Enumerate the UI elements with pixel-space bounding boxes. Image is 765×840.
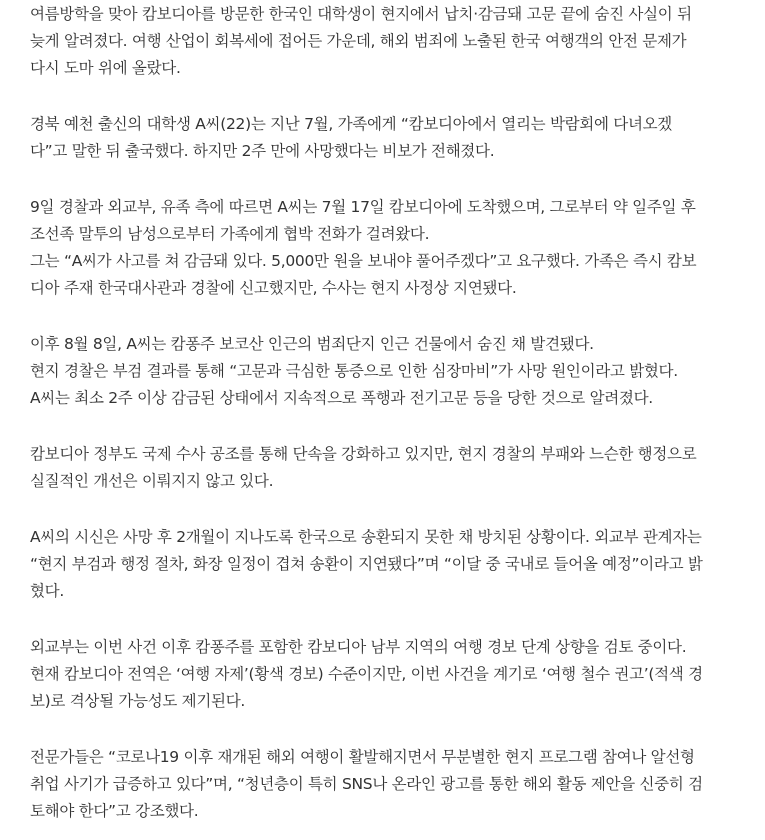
text-line: 현지 경찰은 부검 결과를 통해 “고문과 극심한 통증으로 인한 심장마비”가 사망 원인이라고 밝혔다. bbox=[30, 362, 678, 380]
text-line: “현지 부검과 행정 절차, 화장 일정이 겹쳐 송환이 지연됐다”며 “이달 중 국내로 들어올 예정”이라고 밝 bbox=[30, 555, 703, 573]
paragraph-4 bbox=[30, 331, 735, 412]
text-line: 혔다. bbox=[30, 582, 64, 600]
paragraph-8 bbox=[30, 744, 735, 825]
text-line: 다”고 말한 뒤 출국했다. 하지만 2주 만에 사망했다는 비보가 전해졌다. bbox=[30, 142, 495, 160]
text-line: 디아 주재 한국대사관과 경찰에 신고했지만, 수사는 현지 사정상 지연됐다. bbox=[30, 279, 517, 297]
text-line: A씨는 최소 2주 이상 감금된 상태에서 지속적으로 폭행과 전기고문 등을 당한 것으로 알려졌다. bbox=[30, 389, 653, 407]
text-line: 보)로 격상될 가능성도 제기된다. bbox=[30, 692, 246, 710]
text-line: 이후 8월 8일, A씨는 캄퐁주 보코산 인근의 범죄단지 인근 건물에서 숨진 채 발견됐다. bbox=[30, 335, 594, 353]
text-line: 경북 예천 출신의 대학생 A씨(22)는 지난 7월, 가족에게 “캄보디아에서 열리는 박람회에 다녀오겠 bbox=[30, 115, 672, 133]
text-line: 전문가들은 “코로나19 이후 재개된 해외 여행이 활발해지면서 무분별한 현지 프로그램 참여나 알선형 bbox=[30, 748, 695, 766]
paragraph-5 bbox=[30, 441, 735, 495]
text-line: 외교부는 이번 사건 이후 캄퐁주를 포함한 캄보디아 남부 지역의 여행 경보 단계 상향을 검토 중이다. bbox=[30, 638, 687, 656]
text-line: A씨의 시신은 사망 후 2개월이 지나도록 한국으로 송환되지 못한 채 방치된 상황이다. 외교부 관계자는 bbox=[30, 528, 702, 546]
paragraph-6 bbox=[30, 524, 735, 605]
text-line: 그는 “A씨가 사고를 쳐 감금돼 있다. 5,000만 원을 보내야 풀어주겠다”고 요구했다. 가족은 즉시 캄보 bbox=[30, 252, 697, 270]
text-line: 다시 도마 위에 올랐다. bbox=[30, 59, 181, 77]
article-body bbox=[0, 1, 765, 825]
text-line: 여름방학을 맞아 캄보디아를 방문한 한국인 대학생이 현지에서 납치·감금돼 고문 끝에 숨진 사실이 뒤 bbox=[30, 5, 692, 23]
text-line: 현재 캄보디아 전역은 ‘여행 자제’(황색 경보) 수준이지만, 이번 사건을 계기로 ‘여행 철수 권고’(적색 경 bbox=[30, 665, 703, 683]
text-line: 취업 사기가 급증하고 있다”며, “청년층이 특히 SNS나 온라인 광고를 통한 해외 활동 제안을 신중히 검 bbox=[30, 775, 703, 793]
text-line: 9일 경찰과 외교부, 유족 측에 따르면 A씨는 7월 17일 캄보디아에 도착했으며, 그로부터 약 일주일 후 bbox=[30, 198, 696, 216]
text-line: 토해야 한다”고 강조했다. bbox=[30, 802, 199, 820]
text-line: 실질적인 개선은 이뤄지지 않고 있다. bbox=[30, 472, 274, 490]
paragraph-3 bbox=[30, 194, 735, 302]
paragraph-7 bbox=[30, 634, 735, 715]
paragraph-2 bbox=[30, 111, 735, 165]
text-line: 조선족 말투의 남성으로부터 가족에게 협박 전화가 걸려왔다. bbox=[30, 225, 430, 243]
text-line: 캄보디아 정부도 국제 수사 공조를 통해 단속을 강화하고 있지만, 현지 경찰의 부패와 느슨한 행정으로 bbox=[30, 445, 697, 463]
paragraph-1 bbox=[30, 1, 735, 82]
text-line: 늦게 알려졌다. 여행 산업이 회복세에 접어든 가운데, 해외 범죄에 노출된 한국 여행객의 안전 문제가 bbox=[30, 32, 687, 50]
